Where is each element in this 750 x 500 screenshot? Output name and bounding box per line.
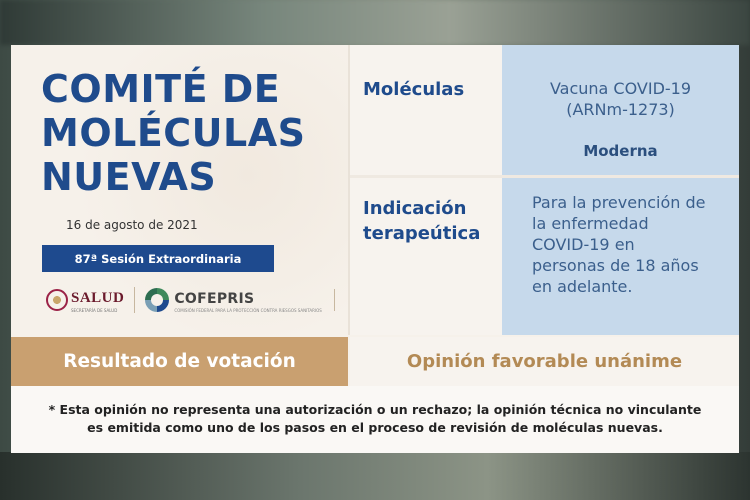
disclaimer-footnote bbox=[11, 386, 739, 453]
salud-emblem-icon bbox=[46, 289, 68, 311]
vote-result-label bbox=[11, 337, 348, 386]
page-title bbox=[41, 67, 341, 199]
logo-divider-end bbox=[334, 289, 335, 311]
cofepris-logo-text: COFEPRIS bbox=[174, 290, 255, 307]
indication-text bbox=[532, 192, 732, 297]
indication-line-1: Para la prevención de bbox=[532, 193, 706, 212]
logo-divider bbox=[134, 287, 135, 313]
title-line-3: NUEVAS bbox=[41, 155, 217, 199]
salud-logo-text: SALUD bbox=[71, 290, 125, 306]
vote-result-value bbox=[350, 337, 739, 386]
footnote-line-2: es emitida como uno de los pasos en el proceso de revisión de moléculas nuevas. bbox=[87, 420, 663, 435]
session-label: 87ª Sesión Extraordinaria bbox=[74, 251, 242, 266]
salud-logo bbox=[46, 287, 124, 313]
indication-value-cell bbox=[502, 178, 739, 335]
title-line-2: MOLÉCULAS bbox=[41, 111, 306, 155]
session-badge bbox=[42, 245, 274, 272]
vote-result-value-text: Opinión favorable unánime bbox=[406, 351, 683, 372]
molecules-label: Moléculas bbox=[363, 79, 465, 100]
background-blur-top bbox=[0, 0, 750, 45]
indication-line-2: la enfermedad bbox=[532, 214, 649, 233]
title-line-1: COMITÉ DE bbox=[41, 67, 281, 111]
cofepris-logo-subtext: COMISIÓN FEDERAL PARA LA PROTECCIÓN CONTRA RIESGOS SANITARIOS bbox=[174, 307, 322, 313]
salud-logo-subtext: SECRETARÍA DE SALUD bbox=[71, 308, 118, 313]
molecules-value-cell bbox=[502, 45, 739, 175]
molecule-name-line-1: Vacuna COVID-19 bbox=[549, 79, 692, 98]
indication-line-4: personas de 18 años bbox=[532, 256, 699, 275]
molecule-manufacturer: Moderna bbox=[583, 142, 658, 160]
footnote-line-1: * Esta opinión no representa una autorización o un rechazo; la opinión técnica no vinculante bbox=[48, 402, 702, 417]
molecule-name-line-2: (ARNm-1273) bbox=[566, 100, 675, 119]
molecules-label-cell bbox=[350, 45, 502, 175]
molecule-name bbox=[502, 78, 739, 120]
indication-line-5: en adelante. bbox=[532, 277, 633, 296]
cofepris-logo bbox=[145, 288, 321, 313]
cofepris-emblem-icon bbox=[145, 288, 169, 312]
indication-label bbox=[363, 196, 480, 246]
indication-line-3: COVID-19 en bbox=[532, 235, 635, 254]
background-blur-bottom bbox=[0, 452, 750, 500]
indication-label-cell bbox=[350, 178, 502, 335]
announcement-card bbox=[11, 45, 739, 453]
left-panel bbox=[11, 45, 348, 335]
logo-strip bbox=[46, 285, 335, 315]
vote-result-label-text: Resultado de votación bbox=[63, 351, 296, 372]
indication-label-line-2: terapeútica bbox=[363, 223, 481, 244]
indication-label-line-1: Indicación bbox=[363, 198, 467, 219]
session-date: 16 de agosto de 2021 bbox=[66, 218, 198, 232]
